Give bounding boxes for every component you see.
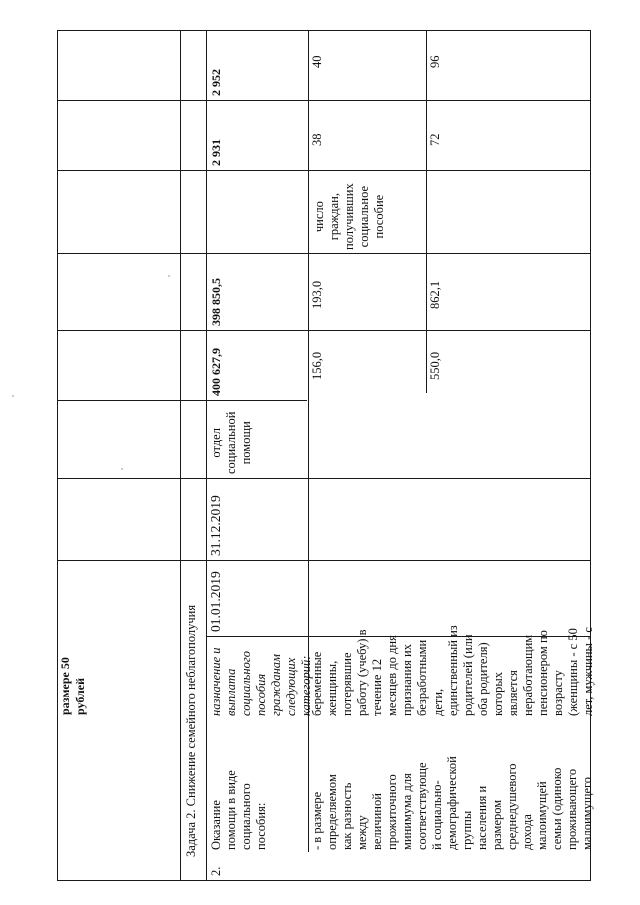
category-pregnant: беременные женщины, потерявшие работу (учебу) в течение 12 месяцев до дня признания их безработными <box>310 629 429 716</box>
table-border-bottom <box>57 880 591 881</box>
column-line <box>57 170 591 171</box>
row1-value-b: 193,0 <box>310 280 324 309</box>
date-start: 01.01.2019 <box>208 571 223 632</box>
row-line <box>308 30 309 852</box>
table-border-left <box>57 30 58 880</box>
header-row-text: размере 50 рублей <box>58 657 87 715</box>
category-children: дети, единственный из родителей (или оба родителя) которых является неработающим пенсионером по возрасту (женщины - с 50 лет, мужчины - с <box>431 625 595 716</box>
row-number: 2. <box>209 866 223 876</box>
column-line <box>57 400 307 401</box>
total-a: 400 627,9 <box>209 348 223 396</box>
column-line <box>57 330 591 331</box>
task-heading: Задача 2. Снижение семейного неблагополучия <box>184 604 198 857</box>
row1-value-d: 40 <box>310 55 324 68</box>
column-line <box>57 478 591 479</box>
column-line <box>57 560 591 561</box>
table-border-top <box>57 30 591 31</box>
scan-speck <box>168 275 170 277</box>
indicator-label: число граждан, получивших социальное пособие <box>312 183 386 250</box>
scan-speck <box>12 395 14 397</box>
row-line <box>180 30 181 880</box>
row2-value-c: 72 <box>428 133 442 146</box>
date-end: 31.12.2019 <box>208 495 223 556</box>
total-d: 2 952 <box>209 69 223 96</box>
sub-item-description: - в размере определяемом как разность между величиной прожиточного минимума для соответствующе й социально- демографической группы населения и размером среднедушевого дохода малоимущей семьи (одиноко проживающего малоимущего <box>310 756 594 850</box>
column-line <box>57 253 591 254</box>
item-name: Оказание помощи в виде социального пособия: <box>209 770 268 850</box>
table-border-right <box>590 30 591 880</box>
executor: отдел социальной помощи <box>209 411 253 474</box>
total-b: 398 850,5 <box>209 278 223 326</box>
total-c: 2 931 <box>209 139 223 166</box>
row1-value-c: 38 <box>310 133 324 146</box>
row2-value-a: 550,0 <box>428 351 442 380</box>
category-intro: назначение и выплата социального пособия гражданам следующих категорий: <box>209 647 313 716</box>
column-line <box>57 100 591 101</box>
row2-value-d: 96 <box>428 55 442 68</box>
row2-value-b: 862,1 <box>428 280 442 309</box>
row-line-partial <box>426 30 427 393</box>
row-line <box>206 30 207 880</box>
row1-value-a: 156,0 <box>310 351 324 380</box>
scan-speck <box>121 468 123 470</box>
